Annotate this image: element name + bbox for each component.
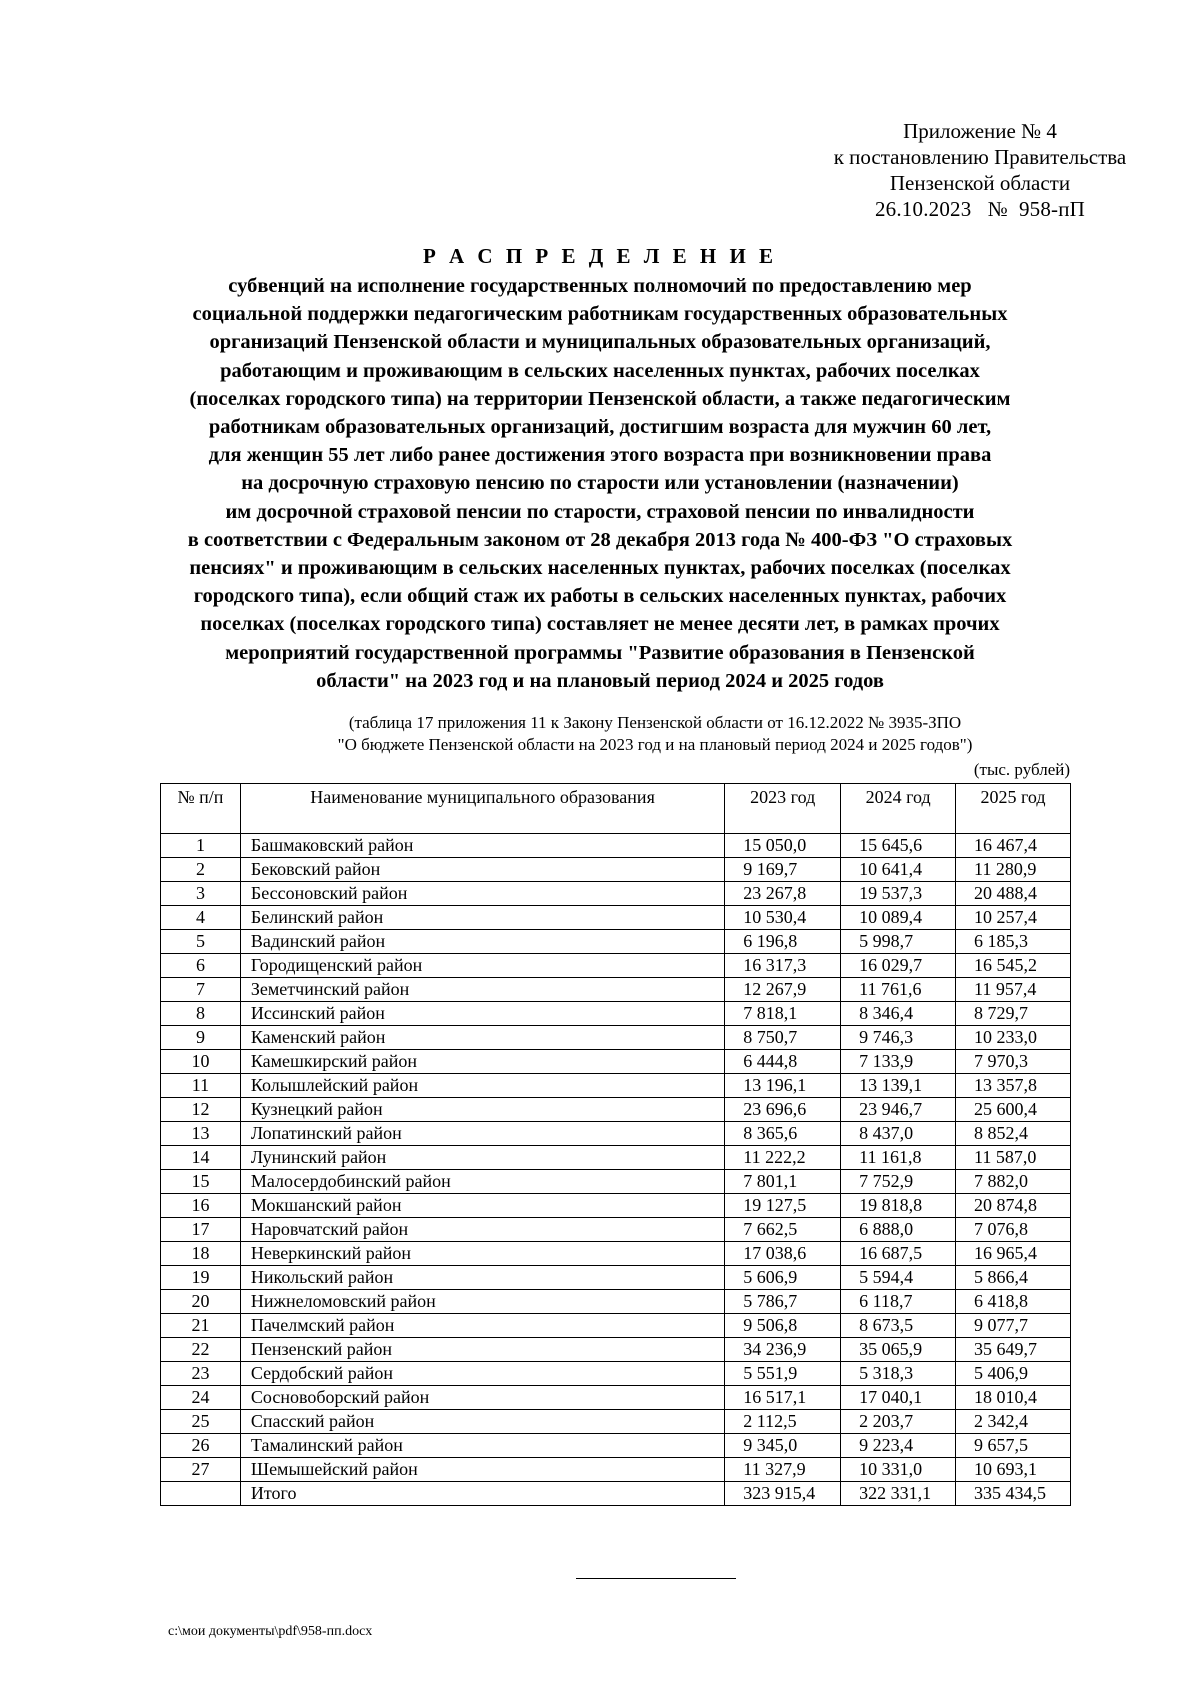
row-2025: 11 957,4 [956,978,1071,1002]
total-row [161,1482,1071,1506]
table-header-row [161,784,1071,834]
row-2023: 8 365,6 [725,1122,841,1146]
row-2023: 5 606,9 [725,1266,841,1290]
row-2024: 16 687,5 [841,1242,956,1266]
row-2025: 7 970,3 [956,1050,1071,1074]
row-number: 4 [161,906,241,930]
table-row [161,906,1071,930]
appendix-region: Пензенской области [889,171,1071,195]
row-name: Сосновоборский район [240,1386,724,1410]
row-2024: 7 752,9 [841,1170,956,1194]
row-2023: 16 317,3 [725,954,841,978]
row-2023: 34 236,9 [725,1338,841,1362]
appendix-ref: к постановлению Правительства [833,145,1127,169]
row-2025: 25 600,4 [956,1098,1071,1122]
row-number: 14 [161,1146,241,1170]
table-row [161,1170,1071,1194]
row-number: 27 [161,1458,241,1482]
header-2023: 2023 год [725,784,841,834]
row-2024: 9 223,4 [841,1434,956,1458]
row-number: 11 [161,1074,241,1098]
row-2024: 8 673,5 [841,1314,956,1338]
row-number: 3 [161,882,241,906]
table-row [161,1122,1071,1146]
row-2023: 2 112,5 [725,1410,841,1434]
row-2023: 7 662,5 [725,1218,841,1242]
row-name: Земетчинский район [240,978,724,1002]
row-2025: 10 257,4 [956,906,1071,930]
header-name: Наименование муниципального образования [240,784,724,834]
row-name: Малосердобинский район [240,1170,724,1194]
row-2023: 12 267,9 [725,978,841,1002]
table-row [161,1458,1071,1482]
row-name: Белинский район [240,906,724,930]
title-line: поселках (поселках городского типа) составляет не менее десяти лет, в рамках прочих [200,613,1000,636]
row-2023: 6 196,8 [725,930,841,954]
row-number: 23 [161,1362,241,1386]
separator-line [576,1578,736,1579]
title-line: работникам образовательных организаций, достигшим возраста для мужчин 60 лет, [208,416,992,439]
row-2025: 9 657,5 [956,1434,1071,1458]
title-line: в соответствии с Федеральным законом от 28 декабря 2013 года № 400-ФЗ "О страховых [187,528,1013,551]
table-row [161,1218,1071,1242]
row-2024: 5 318,3 [841,1362,956,1386]
row-2023: 10 530,4 [725,906,841,930]
row-2025: 8 852,4 [956,1122,1071,1146]
row-2024: 2 203,7 [841,1410,956,1434]
row-name: Шемышейский район [240,1458,724,1482]
row-name: Лопатинский район [240,1122,724,1146]
row-2024: 8 437,0 [841,1122,956,1146]
title-line: социальной поддержки педагогическим работникам государственных образовательных [192,303,1008,326]
table-row [161,1338,1071,1362]
row-2024: 6 118,7 [841,1290,956,1314]
row-2025: 35 649,7 [956,1338,1071,1362]
row-name: Пензенский район [240,1338,724,1362]
table-row [161,1290,1071,1314]
row-name: Иссинский район [240,1002,724,1026]
row-name: Колышлейский район [240,1074,724,1098]
distribution-table [160,783,1071,1506]
row-name: Неверкинский район [240,1242,724,1266]
row-number: 15 [161,1170,241,1194]
title-line: (поселках городского типа) на территории Пензенской области, а также педагогическим [189,387,1011,410]
row-number: 2 [161,858,241,882]
row-number: 13 [161,1122,241,1146]
row-name: Мокшанский район [240,1194,724,1218]
row-number: 1 [161,834,241,858]
row-2025: 11 280,9 [956,858,1071,882]
row-number: 8 [161,1002,241,1026]
row-2023: 6 444,8 [725,1050,841,1074]
row-2025: 6 185,3 [956,930,1071,954]
row-name: Нижнеломовский район [240,1290,724,1314]
row-number: 5 [161,930,241,954]
header-2025: 2025 год [956,784,1071,834]
table-row [161,858,1071,882]
row-2025: 9 077,7 [956,1314,1071,1338]
total-row-name: Итого [240,1482,724,1506]
row-name: Бековский район [240,858,724,882]
row-2024: 10 089,4 [841,906,956,930]
row-name: Наровчатский район [240,1218,724,1242]
row-number: 24 [161,1386,241,1410]
row-2025: 16 467,4 [956,834,1071,858]
title-line: области" на 2023 год и на плановый период 2024 и 2025 годов [316,669,884,692]
row-2024: 10 641,4 [841,858,956,882]
total-row-2023: 323 915,4 [725,1482,841,1506]
row-number: 22 [161,1338,241,1362]
source-note [240,712,1070,756]
table-row [161,930,1071,954]
row-2024: 11 161,8 [841,1146,956,1170]
table-row [161,1386,1071,1410]
row-2025: 10 693,1 [956,1458,1071,1482]
row-2023: 19 127,5 [725,1194,841,1218]
row-2023: 5 551,9 [725,1362,841,1386]
row-2023: 8 750,7 [725,1026,841,1050]
row-2025: 16 965,4 [956,1242,1071,1266]
row-number: 26 [161,1434,241,1458]
row-2025: 13 357,8 [956,1074,1071,1098]
row-number: 16 [161,1194,241,1218]
row-number: 9 [161,1026,241,1050]
row-2023: 23 696,6 [725,1098,841,1122]
total-row-2024: 322 331,1 [841,1482,956,1506]
row-number: 12 [161,1098,241,1122]
table-row [161,1098,1071,1122]
title-line: городского типа), если общий стаж их работы в сельских населенных пунктах, рабочих [193,585,1007,608]
row-2025: 2 342,4 [956,1410,1071,1434]
table-row [161,1194,1071,1218]
row-2024: 8 346,4 [841,1002,956,1026]
title-line: им досрочной страховой пенсии по старости, страховой пенсии по инвалидности [225,500,975,523]
row-2025: 20 488,4 [956,882,1071,906]
row-2024: 7 133,9 [841,1050,956,1074]
title-line: работающим и проживающим в сельских населенных пунктах, рабочих поселках [220,359,980,382]
row-2025: 5 406,9 [956,1362,1071,1386]
document-title [160,272,1040,695]
row-2024: 23 946,7 [841,1098,956,1122]
table-row [161,882,1071,906]
row-2024: 10 331,0 [841,1458,956,1482]
row-number: 7 [161,978,241,1002]
total-row-number [161,1482,241,1506]
row-name: Спасский район [240,1410,724,1434]
row-2023: 9 169,7 [725,858,841,882]
row-number: 17 [161,1218,241,1242]
title-line: организаций Пензенской области и муниципальных образовательных организаций, [209,331,991,354]
row-name: Кузнецкий район [240,1098,724,1122]
title-line: пенсиях" и проживающим в сельских населенных пунктах, рабочих поселках (поселках [189,557,1011,580]
appendix-header [780,118,1180,222]
table-row [161,1410,1071,1434]
row-2023: 9 506,8 [725,1314,841,1338]
row-name: Бессоновский район [240,882,724,906]
row-2024: 5 594,4 [841,1266,956,1290]
table-row [161,954,1071,978]
row-2025: 11 587,0 [956,1146,1071,1170]
row-2025: 8 729,7 [956,1002,1071,1026]
row-2024: 19 818,8 [841,1194,956,1218]
row-2023: 11 327,9 [725,1458,841,1482]
row-2024: 19 537,3 [841,882,956,906]
title-line: субвенций на исполнение государственных полномочий по предоставлению мер [228,275,972,297]
table-row [161,1050,1071,1074]
table-row [161,1266,1071,1290]
row-name: Никольский район [240,1266,724,1290]
row-2024: 6 888,0 [841,1218,956,1242]
title-line: мероприятий государственной программы "Развитие образования в Пензенской [225,641,975,664]
table-row [161,1146,1071,1170]
total-row-2025: 335 434,5 [956,1482,1071,1506]
row-2023: 7 801,1 [725,1170,841,1194]
row-2024: 15 645,6 [841,834,956,858]
row-2025: 18 010,4 [956,1386,1071,1410]
table-row [161,1026,1071,1050]
table-row [161,834,1071,858]
table-row [161,978,1071,1002]
row-2023: 9 345,0 [725,1434,841,1458]
document-heading: Р А С П Р Е Д Е Л Е Н И Е [422,244,778,268]
row-number: 21 [161,1314,241,1338]
table-row [161,1434,1071,1458]
row-number: 25 [161,1410,241,1434]
row-number: 20 [161,1290,241,1314]
table-row [161,1362,1071,1386]
row-name: Вадинский район [240,930,724,954]
title-line: для женщин 55 лет либо ранее достижения этого возраста при возникновении права [208,444,992,467]
row-2025: 16 545,2 [956,954,1071,978]
row-2024: 13 139,1 [841,1074,956,1098]
header-2024: 2024 год [841,784,956,834]
table-row [161,1242,1071,1266]
row-2024: 11 761,6 [841,978,956,1002]
row-2023: 16 517,1 [725,1386,841,1410]
row-number: 19 [161,1266,241,1290]
header-number: № п/п [161,784,241,834]
row-name: Башмаковский район [240,834,724,858]
row-2023: 7 818,1 [725,1002,841,1026]
row-2025: 7 882,0 [956,1170,1071,1194]
row-2025: 20 874,8 [956,1194,1071,1218]
units-label: (тыс. рублей) [973,760,1070,779]
table-row [161,1002,1071,1026]
row-2023: 17 038,6 [725,1242,841,1266]
row-2024: 5 998,7 [841,930,956,954]
row-2025: 6 418,8 [956,1290,1071,1314]
row-2024: 9 746,3 [841,1026,956,1050]
row-2025: 5 866,4 [956,1266,1071,1290]
row-2023: 15 050,0 [725,834,841,858]
row-2023: 5 786,7 [725,1290,841,1314]
row-name: Каменский район [240,1026,724,1050]
row-name: Камешкирский район [240,1050,724,1074]
table-row [161,1314,1071,1338]
table-row [161,1074,1071,1098]
row-name: Сердобский район [240,1362,724,1386]
row-name: Лунинский район [240,1146,724,1170]
row-2025: 10 233,0 [956,1026,1071,1050]
row-number: 10 [161,1050,241,1074]
title-line: на досрочную страховую пенсию по старости или установлении (назначении) [241,472,959,495]
file-path: c:\мои документы\pdf\958-пп.docx [168,1624,373,1639]
row-2024: 16 029,7 [841,954,956,978]
row-name: Пачелмский район [240,1314,724,1338]
row-name: Тамалинский район [240,1434,724,1458]
row-2023: 13 196,1 [725,1074,841,1098]
row-2025: 7 076,8 [956,1218,1071,1242]
appendix-date-number: 26.10.2023 № 958-пП [874,197,1086,221]
row-number: 6 [161,954,241,978]
row-number: 18 [161,1242,241,1266]
row-2023: 23 267,8 [725,882,841,906]
row-2024: 17 040,1 [841,1386,956,1410]
appendix-number: Приложение № 4 [903,119,1057,143]
source-note-line: "О бюджете Пензенской области на 2023 год и на плановый период 2024 и 2025 годов") [337,735,973,754]
row-2024: 35 065,9 [841,1338,956,1362]
source-note-line: (таблица 17 приложения 11 к Закону Пензенской области от 16.12.2022 № 3935-ЗПО [348,713,962,732]
row-2023: 11 222,2 [725,1146,841,1170]
row-name: Городищенский район [240,954,724,978]
